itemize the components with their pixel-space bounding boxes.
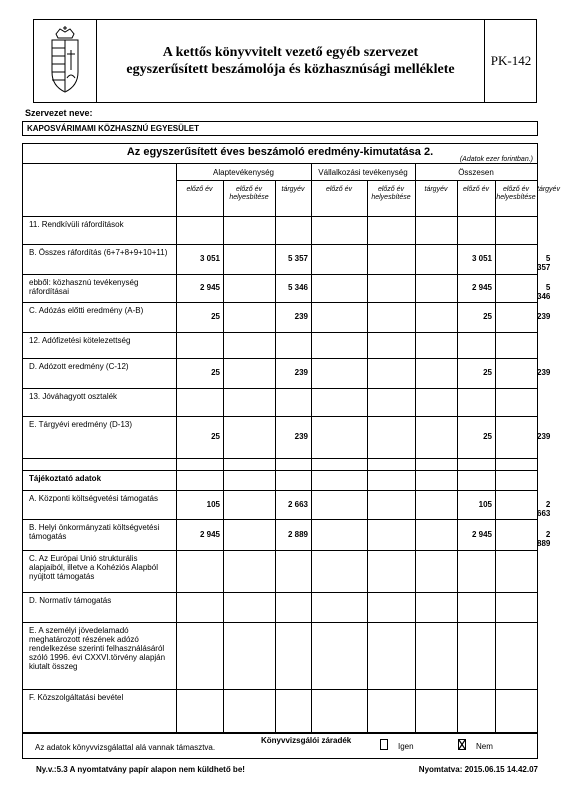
column-header: tárgyév <box>424 186 448 193</box>
rule-row <box>23 470 537 471</box>
value-cell[interactable]: 25 <box>483 368 492 377</box>
rule-row <box>23 550 537 551</box>
value-cell[interactable]: 2 945 <box>199 529 220 539</box>
value-cell[interactable]: 2 945 <box>471 529 492 539</box>
value-cell[interactable]: 2 945 <box>199 283 220 292</box>
value-cell[interactable]: 25 <box>211 312 220 321</box>
column-header: előző év helyesbítése <box>229 186 269 201</box>
form-code: PK-142 <box>490 53 532 68</box>
rule-row <box>23 302 537 303</box>
checked-x-icon <box>459 740 465 749</box>
row-label: C. Az Európai Unió strukturális alapjaiból, illetve a Kohéziós Alapból nyújtott támogatás <box>29 554 158 581</box>
print-timestamp: Nyomtatva: 2015.06.15 14.42.07 <box>418 765 538 774</box>
unit-note: (Adatok ezer forintban.) <box>459 156 533 163</box>
organization-label: Szervezet neve: <box>25 108 93 118</box>
group-header: Alaptevékenység <box>213 168 274 177</box>
value-cell[interactable]: 105 <box>478 499 492 509</box>
row-label: ebből: közhasznú tevékenység ráfordításai <box>29 278 139 296</box>
row-label: 13. Jóváhagyott osztalék <box>29 392 118 401</box>
row-label: F. Közszolgáltatási bevétel <box>29 693 124 702</box>
value-cell[interactable]: 105 <box>206 499 220 509</box>
audit-statement: Az adatok könyvvizsgálattal alá vannak támasztva. <box>35 743 216 752</box>
column-header: tárgyév <box>281 186 305 193</box>
col-divider <box>311 163 312 734</box>
rule-row <box>23 358 537 359</box>
rule-title <box>23 163 537 164</box>
coat-of-arms-icon <box>34 20 97 102</box>
audit-yes-checkbox[interactable] <box>380 739 388 750</box>
value-cell[interactable]: 239 <box>294 432 308 441</box>
column-header: előző év <box>325 186 353 193</box>
row-label: A. Központi költségvetési támogatás <box>29 494 158 503</box>
rule-row <box>23 622 537 623</box>
rule-row <box>23 216 537 217</box>
value-cell[interactable]: 2 945 <box>471 283 492 292</box>
rule-row <box>23 388 537 389</box>
value-cell[interactable]: 239 <box>537 432 551 441</box>
rule-groups <box>176 180 537 181</box>
value-cell[interactable]: 2 889 <box>537 529 551 548</box>
value-cell[interactable]: 239 <box>537 312 551 321</box>
row-label: E. Tárgyévi eredmény (D-13) <box>29 420 132 429</box>
value-cell[interactable]: 239 <box>537 368 551 377</box>
column-header: tárgyév <box>537 186 560 193</box>
income-statement-table <box>22 143 560 733</box>
value-cell[interactable]: 3 051 <box>199 254 220 263</box>
rule-row <box>23 689 537 690</box>
rule-row <box>23 490 537 491</box>
value-cell[interactable]: 5 346 <box>287 283 308 292</box>
submission-note: Ny.v.:5.3 A nyomtatvány papír alapon nem küldhető be! <box>36 765 245 774</box>
value-cell[interactable]: 2 663 <box>287 499 308 509</box>
row-label: D. Adózott eredmény (C-12) <box>29 362 129 371</box>
value-cell[interactable]: 25 <box>211 368 220 377</box>
column-header: előző év <box>462 186 490 193</box>
value-cell[interactable]: 5 346 <box>537 283 551 301</box>
rule-row <box>23 519 537 520</box>
column-header: előző év <box>186 186 213 193</box>
column-header: előző év helyesbítése <box>371 186 411 201</box>
row-label: C. Adózás előtti eredmény (A-B) <box>29 306 144 315</box>
rule-row <box>23 416 537 417</box>
value-cell[interactable]: 5 357 <box>537 254 551 272</box>
audit-title: Könyvvizsgálói záradék <box>261 736 352 745</box>
group-header: Összesen <box>458 168 494 177</box>
column-header: előző év helyesbítése <box>496 186 536 201</box>
row-label: 12. Adófizetési kötelezettség <box>29 336 131 345</box>
row-label: E. A személyi jövedelamadó meghatározott részének adózó rendelkezése szerinti felhasználásáról szóló 1996. évi CXXVI.törvény alapján kiutalt összeg <box>29 626 166 671</box>
audit-yes-label: Igen <box>398 742 414 751</box>
form-title <box>97 20 485 102</box>
col-divider <box>457 180 458 734</box>
row-label: D. Normatív támogatás <box>29 596 112 605</box>
col-divider <box>367 180 368 734</box>
audit-section <box>22 733 538 759</box>
form-header <box>33 19 537 103</box>
col-divider <box>275 180 276 734</box>
rule-row <box>23 592 537 593</box>
col-divider <box>176 163 177 734</box>
rule-row <box>23 274 537 275</box>
organization-name-field[interactable]: KAPOSVÁRIMAMI KÖZHASZNÚ EGYESÜLET <box>22 121 538 136</box>
col-divider <box>495 180 496 734</box>
section-heading: Tájékoztató adatok <box>29 474 102 483</box>
value-cell[interactable]: 239 <box>294 312 308 321</box>
col-divider <box>223 180 224 734</box>
value-cell[interactable]: 3 051 <box>471 254 492 263</box>
crest-box <box>34 20 97 102</box>
value-cell[interactable]: 239 <box>294 368 308 377</box>
audit-no-checkbox[interactable] <box>458 739 466 750</box>
value-cell[interactable]: 25 <box>483 432 492 441</box>
form-title-line-1: A kettős könyvvitelt vezető egyéb szervezet <box>162 45 419 60</box>
rule-row <box>23 244 537 245</box>
value-cell[interactable]: 25 <box>211 432 220 441</box>
value-cell[interactable]: 5 357 <box>287 254 308 263</box>
row-label: 11. Rendkívüli ráfordítások <box>29 220 124 229</box>
value-cell[interactable]: 2 663 <box>537 499 551 518</box>
row-label: B. Összes ráfordítás (6+7+8+9+10+11) <box>29 248 168 257</box>
table-title: Az egyszerűsített éves beszámoló eredmény-kimutatása 2. <box>126 146 434 158</box>
col-divider <box>415 163 416 734</box>
group-header: Vállalkozási tevékenység <box>318 168 408 177</box>
form-title-line-2: egyszerűsített beszámolója és közhasznúsági melléklete <box>126 62 455 77</box>
rule-row <box>23 458 537 459</box>
row-label: B. Helyi önkormányzati költségvetési támogatás <box>29 523 160 541</box>
value-cell[interactable]: 25 <box>483 312 492 321</box>
audit-no-label: Nem <box>476 742 493 751</box>
rule-row <box>23 332 537 333</box>
value-cell[interactable]: 2 889 <box>287 529 308 539</box>
